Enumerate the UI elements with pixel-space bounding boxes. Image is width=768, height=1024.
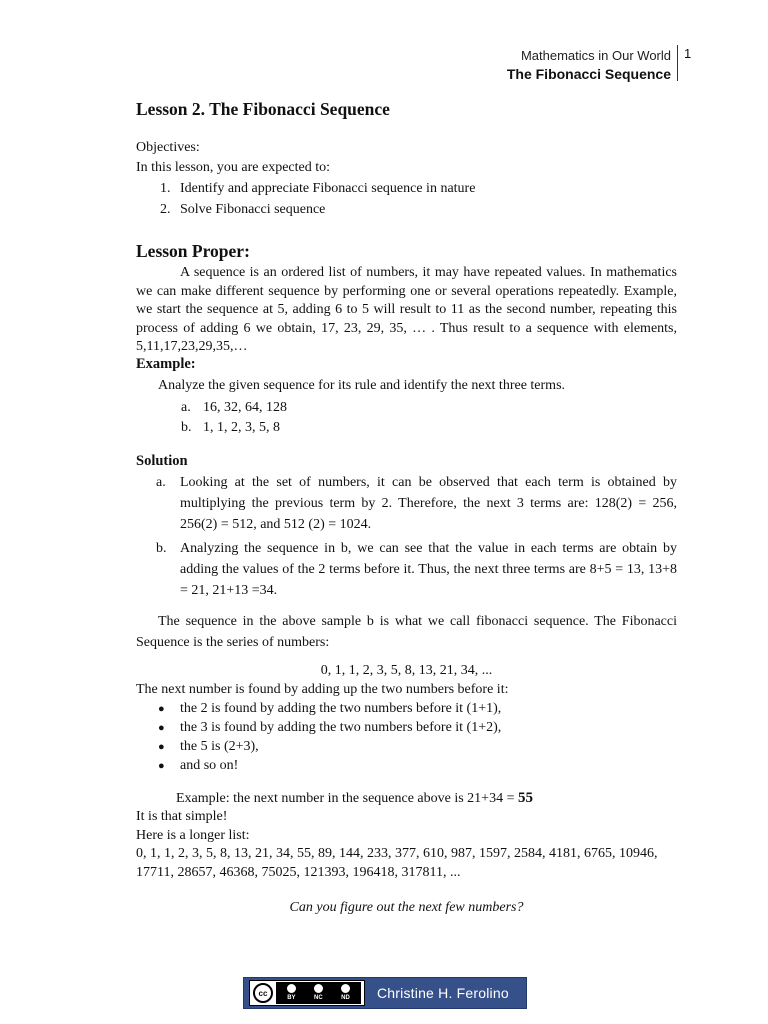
header-divider: [677, 45, 678, 81]
cc-logo-icon: cc: [253, 983, 273, 1003]
solution-list: [156, 472, 677, 604]
cc-label-nc: NC: [314, 995, 323, 1001]
bullet-item: [158, 756, 501, 775]
objective-text: Solve Fibonacci sequence: [180, 202, 326, 217]
fibonacci-paragraph: [136, 611, 677, 653]
author-name: Christine H. Ferolino: [377, 985, 509, 1001]
longer-list: 0, 1, 1, 2, 3, 5, 8, 13, 21, 34, 55, 89, 144, 233, 377, 610, 987, 1597, 2584, 4181, 6765, 10946, 17711, 28657, 46368, 75025, 121393, 196418, 317811, ...: [136, 846, 658, 880]
solution-label: Solution: [136, 453, 188, 469]
bullet-icon: ●: [158, 703, 165, 715]
bullet-icon: ●: [158, 722, 165, 734]
example-answer: 55: [517, 790, 533, 806]
bullet-item: [158, 737, 501, 756]
closing-question: Can you figure out the next few numbers?: [289, 900, 524, 915]
bullet-item: [158, 718, 501, 737]
example-item: [181, 398, 287, 418]
header-course: Mathematics in Our World: [520, 48, 671, 63]
example-prefix: Example: the next number in the sequence above is 21+34 =: [176, 791, 518, 806]
objectives-list: [160, 179, 475, 221]
objectives-intro: In this lesson, you are expected to:: [136, 160, 331, 175]
example-letter: a.: [181, 400, 191, 415]
lesson-proper-paragraph: [136, 264, 677, 357]
page-number: 1: [684, 46, 692, 61]
attribution-icon: [286, 983, 297, 994]
cc-license-badge: [249, 980, 365, 1006]
solution-item: [156, 472, 677, 535]
objective-text: Identify and appreciate Fibonacci sequence in nature: [180, 181, 476, 196]
header-topic: The Fibonacci Sequence: [506, 66, 671, 82]
license-footer: [243, 977, 527, 1009]
solution-text: Looking at the set of numbers, it can be observed that each term is obtained by multiplying the previous term by 2. Therefore, the next 3 terms are: 128(2) = 256, 256(2) = 512, and 512 (2) = 1024.: [180, 475, 677, 532]
longer-list-label: Here is a longer list:: [136, 828, 250, 843]
fibonacci-sequence: 0, 1, 1, 2, 3, 5, 8, 13, 21, 34, ...: [320, 663, 493, 678]
lesson-title: Lesson 2. The Fibonacci Sequence: [136, 99, 390, 119]
example-text: 1, 1, 2, 3, 5, 8: [203, 420, 280, 435]
solution-letter: b.: [156, 541, 167, 556]
example-label: Example:: [136, 356, 196, 372]
solution-text: Analyzing the sequence in b, we can see that the value in each terms are obtain by adding the values of the 2 terms before it. Thus, the next three terms are 8+5 = 13, 13+8 = 21, 21+13 =34.: [180, 541, 677, 598]
paragraph-text: A sequence is an ordered list of numbers, it may have repeated values. In mathematics we can make different sequence by performing one or several operations repeatedly. Example, we start the sequence at 5, adding 6 to 5 will result to 11 as the second number, repeating this process of adding 6 we obtain, 17, 23, 29, 35, … . Thus result to a sequence with elements, 5,11,17,23,29,35,…: [136, 265, 677, 355]
bullet-text: and so on!: [180, 758, 239, 773]
cc-icons: [276, 982, 361, 1004]
objective-number: 1.: [160, 181, 171, 196]
bullet-icon: ●: [158, 760, 165, 772]
example-list: [181, 398, 287, 438]
bullet-item: [158, 699, 501, 718]
objective-item: [160, 179, 475, 200]
solution-item: [156, 538, 677, 601]
next-number-explanation: The next number is found by adding up the two numbers before it:: [136, 682, 509, 697]
bullet-text: the 3 is found by adding the two numbers before it (1+2),: [180, 720, 502, 735]
example-item: [181, 418, 287, 438]
lesson-proper-title: Lesson Proper:: [136, 241, 250, 261]
example-instruction: Analyze the given sequence for its rule and identify the next three terms.: [158, 378, 566, 393]
solution-letter: a.: [156, 475, 166, 490]
bullet-icon: ●: [158, 741, 165, 753]
fibonacci-example: [176, 789, 533, 808]
objective-item: [160, 200, 475, 221]
noncommercial-icon: [313, 983, 324, 994]
simple-remark: It is that simple!: [136, 809, 228, 824]
example-text: 16, 32, 64, 128: [203, 400, 287, 415]
cc-label-by: BY: [287, 995, 296, 1001]
example-letter: b.: [181, 420, 192, 435]
page-header: [507, 46, 671, 84]
bullet-text: the 5 is (2+3),: [180, 739, 259, 754]
fibonacci-bullets: [158, 699, 501, 775]
bullet-text: the 2 is found by adding the two numbers before it (1+1),: [180, 701, 502, 716]
cc-label-nd: ND: [341, 995, 350, 1001]
fibonacci-paragraph-text: The sequence in the above sample b is what we call fibonacci sequence. The Fibonacci Sequence is the series of numbers:: [136, 614, 677, 650]
objectives-label: Objectives:: [136, 140, 200, 155]
noderivatives-icon: [340, 983, 351, 994]
objective-number: 2.: [160, 202, 171, 217]
